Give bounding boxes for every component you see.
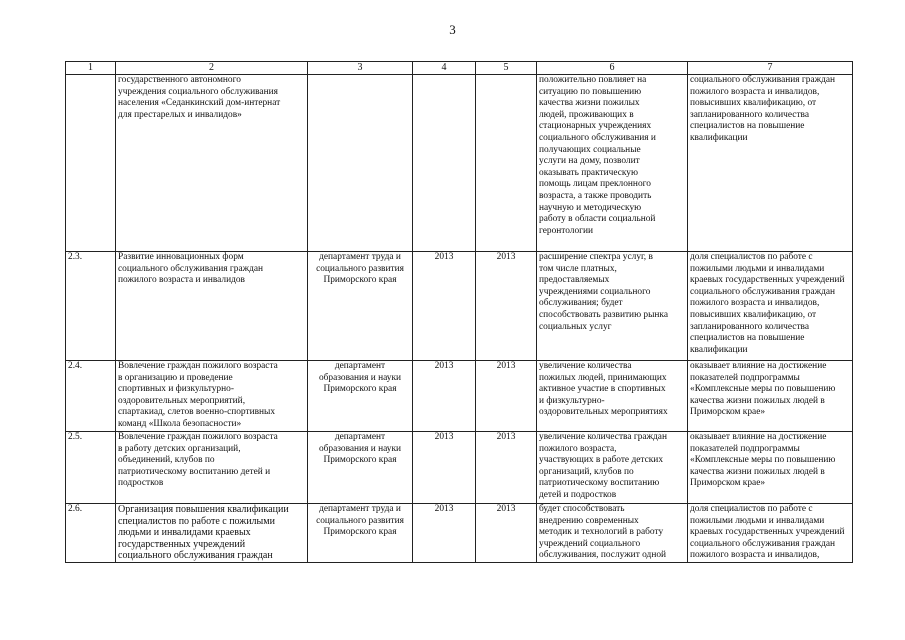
indicator-cell: доля специалистов по работе с пожилыми людьми и инвалидами краевых государственных учреждений социального обслуживания граждан пожилого возраста и инвалидов, повысивших квалификацию, от запланированного количества специалистов на повышение квалификации: [688, 252, 853, 361]
indicator-cell: оказывает влияние на достижение показателей подпрограммы «Комплексные меры по повышению качества жизни пожилых людей в Приморском крае»: [688, 361, 853, 432]
result-cell: увеличение количества граждан пожилого возраста, участвующих в работе детских организаций, клубов по патриотическому воспитанию детей и подростков: [537, 432, 688, 504]
executor-cell: [308, 75, 413, 252]
row-number: 2.5.: [66, 432, 116, 504]
header-row: [66, 62, 853, 75]
measures-table: [65, 61, 853, 563]
end-year-cell: 2013: [476, 252, 537, 361]
header-col-3: 3: [308, 62, 413, 75]
header-col-1: 1: [66, 62, 116, 75]
start-year-cell: 2013: [413, 432, 476, 504]
row-number: 2.6.: [66, 504, 116, 563]
executor-cell: департамент образования и науки Приморского края: [308, 432, 413, 504]
start-year-cell: 2013: [413, 252, 476, 361]
result-cell: расширение спектра услуг, в том числе платных, предоставляемых учреждениями социального обслуживания; будет способствовать развитию рынка социальных услуг: [537, 252, 688, 361]
task-cell: Вовлечение граждан пожилого возраста в организацию и проведение спортивных и физкультурно- оздоровительных мероприятий, спартакиад, слетов военно-спортивных команд «Школа безопасности»: [116, 361, 308, 432]
end-year-cell: [476, 75, 537, 252]
row-number: [66, 75, 116, 252]
start-year-cell: 2013: [413, 504, 476, 563]
header-col-7: 7: [688, 62, 853, 75]
table-row: [66, 75, 853, 252]
indicator-cell: доля специалистов по работе с пожилыми людьми и инвалидами краевых государственных учреждений социального обслуживания граждан пожилого возраста и инвалидов,: [688, 504, 853, 563]
task-cell: Организация повышения квалификации специалистов по работе с пожилыми людьми и инвалидами краевых государственных учреждений социального обслуживания граждан: [116, 504, 308, 563]
executor-cell: департамент образования и науки Приморского края: [308, 361, 413, 432]
executor-cell: департамент труда и социального развития Приморского края: [308, 252, 413, 361]
result-cell: будет способствовать внедрению современных методик и технологий в работу учреждений социального обслуживания, послужит одной: [537, 504, 688, 563]
task-cell: государственного автономного учреждения социального обслуживания населения «Седанкинский дом-интернат для престарелых и инвалидов»: [116, 75, 308, 252]
task-cell: Развитие инновационных форм социального обслуживания граждан пожилого возраста и инвалидов: [116, 252, 308, 361]
header-col-5: 5: [476, 62, 537, 75]
indicator-cell: социального обслуживания граждан пожилого возраста и инвалидов, повысивших квалификацию, от запланированного количества специалистов на повышение квалификации: [688, 75, 853, 252]
end-year-cell: 2013: [476, 361, 537, 432]
task-cell: Вовлечение граждан пожилого возраста в работу детских организаций, объединений, клубов по патриотическому воспитанию детей и подростков: [116, 432, 308, 504]
end-year-cell: 2013: [476, 432, 537, 504]
header-col-6: 6: [537, 62, 688, 75]
table-row: [66, 432, 853, 504]
table-row: [66, 252, 853, 361]
end-year-cell: 2013: [476, 504, 537, 563]
table-row: [66, 504, 853, 563]
start-year-cell: 2013: [413, 361, 476, 432]
executor-cell: департамент труда и социального развития Приморского края: [308, 504, 413, 563]
result-cell: положительно повлияет на ситуацию по повышению качества жизни пожилых людей, проживающих в стационарных учреждениях социального обслуживания и получающих социальные услуги на дому, позволит оказывать практическую помощь лицам преклонного возраста, а также проводить научную и методическую работу в области социальной геронтологии: [537, 75, 688, 252]
indicator-cell: оказывает влияние на достижение показателей подпрограммы «Комплексные меры по повышению качества жизни пожилых людей в Приморском крае»: [688, 432, 853, 504]
row-number: 2.3.: [66, 252, 116, 361]
start-year-cell: [413, 75, 476, 252]
row-number: 2.4.: [66, 361, 116, 432]
result-cell: увеличение количества пожилых людей, принимающих активное участие в спортивных и физкультурно- оздоровительных мероприятиях: [537, 361, 688, 432]
header-col-4: 4: [413, 62, 476, 75]
header-col-2: 2: [116, 62, 308, 75]
page-number: 3: [449, 22, 456, 37]
table-row: [66, 361, 853, 432]
